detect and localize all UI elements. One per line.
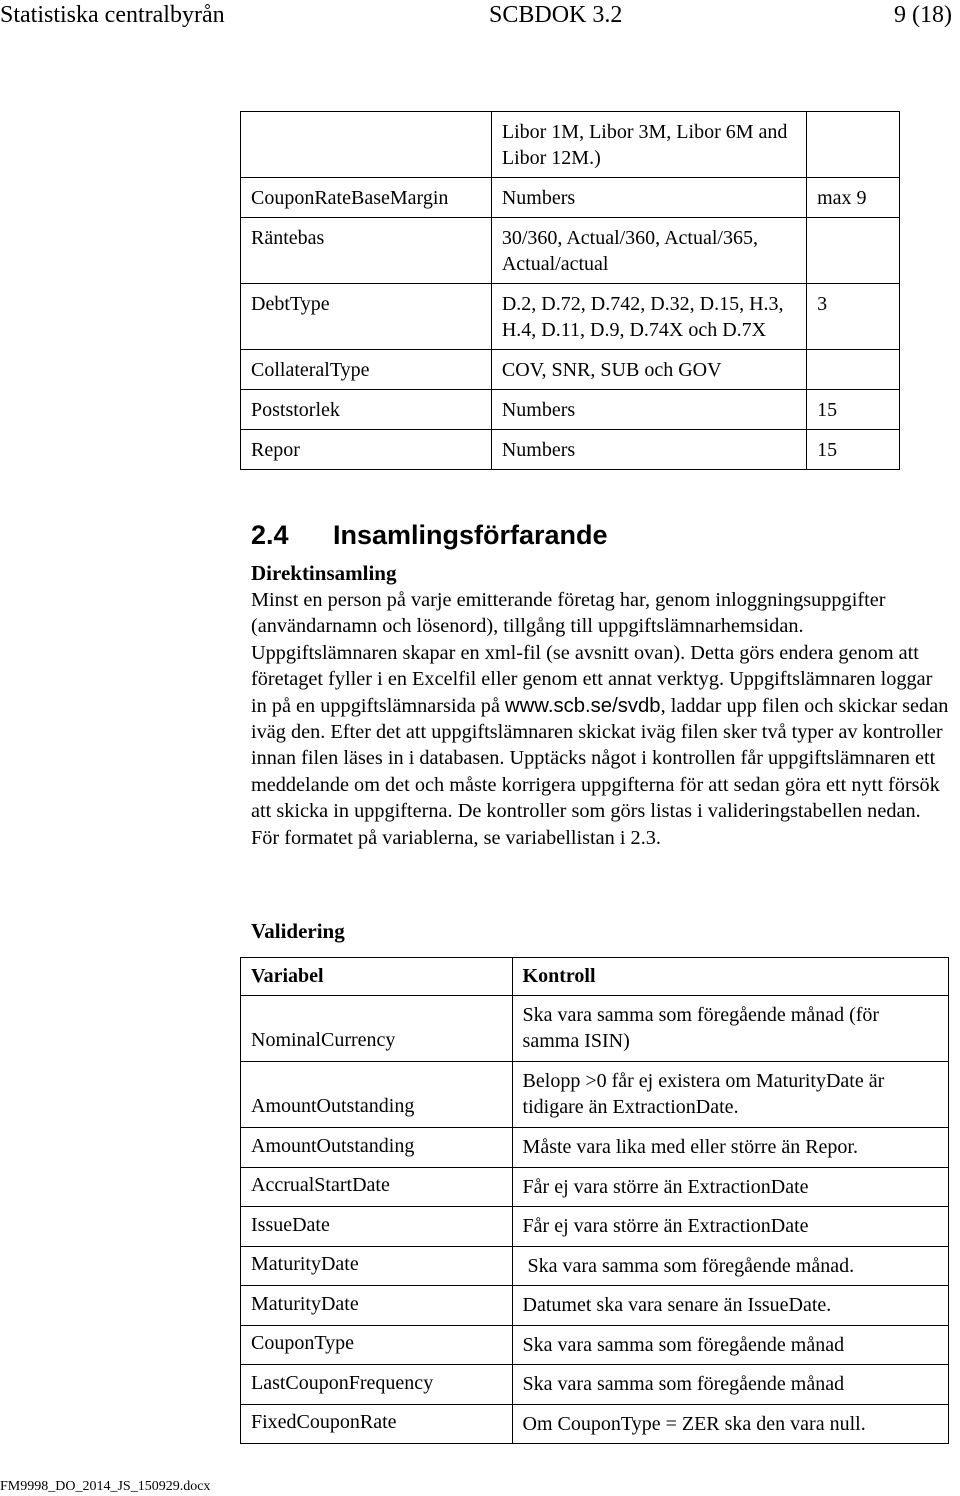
- column-header-variable: Variabel: [241, 958, 513, 996]
- table-row: [241, 1326, 949, 1365]
- variable-name-cell: DebtType: [241, 284, 492, 350]
- table-row: [241, 350, 900, 390]
- variable-length-cell: 15: [807, 390, 900, 430]
- variable-length-cell: [807, 112, 900, 178]
- validation-control-cell: Datumet ska vara senare än IssueDate.: [512, 1286, 948, 1326]
- variable-name-cell: Räntebas: [241, 218, 492, 284]
- variable-format-cell: COV, SNR, SUB och GOV: [491, 350, 806, 390]
- variable-length-cell: max 9: [807, 178, 900, 218]
- validation-variable-cell: MaturityDate: [241, 1286, 513, 1326]
- header-organization: Statistiska centralbyrån: [0, 2, 225, 28]
- section-heading: [251, 520, 608, 551]
- section-title: Insamlingsförfarande: [333, 520, 608, 550]
- section-number: 2.4: [251, 520, 289, 550]
- footer-filename: FM9998_DO_2014_JS_150929.docx: [0, 1479, 211, 1494]
- variable-length-cell: 3: [807, 284, 900, 350]
- variable-name-cell: CollateralType: [241, 350, 492, 390]
- table-row: [241, 1128, 949, 1168]
- table-row: [241, 390, 900, 430]
- paragraph-text: Minst en person på varje emitterande företag har, genom inloggningsuppgifter (användarnamn och lösenord), tillgång till uppgiftslämnarhemsidan. Uppgiftslämnaren skapar en xml-fil (se avsnitt ovan). Detta görs endera genom att företaget fyller i en Excelfil eller genom ett annat verktyg. Uppgiftslämnaren loggar in på en uppgiftslämnarsida på: [251, 589, 933, 717]
- variable-table: [240, 111, 900, 470]
- validation-variable-cell: NominalCurrency: [241, 996, 513, 1062]
- header-page-number: 9 (18): [894, 2, 952, 28]
- table-row: [241, 1168, 949, 1207]
- validation-variable-cell: AmountOutstanding: [241, 1128, 513, 1168]
- variable-length-cell: [807, 218, 900, 284]
- variable-name-cell: [241, 112, 492, 178]
- table-row: [241, 1286, 949, 1326]
- variable-format-cell: D.2, D.72, D.742, D.32, D.15, H.3, H.4, D.11, D.9, D.74X och D.7X: [491, 284, 806, 350]
- table-row: [241, 218, 900, 284]
- table-row: [241, 1405, 949, 1444]
- variable-name-cell: CouponRateBaseMargin: [241, 178, 492, 218]
- variable-format-cell: Numbers: [491, 430, 806, 470]
- table-row: [241, 178, 900, 218]
- validation-variable-cell: MaturityDate: [241, 1247, 513, 1286]
- table-row: [241, 284, 900, 350]
- validation-control-cell: Måste vara lika med eller större än Repor.: [512, 1128, 948, 1168]
- validation-variable-cell: CouponType: [241, 1326, 513, 1365]
- body-paragraph: [251, 587, 951, 851]
- variable-name-cell: Repor: [241, 430, 492, 470]
- validation-control-cell: Ska vara samma som föregående månad: [512, 1365, 948, 1405]
- validation-control-cell: Ska vara samma som föregående månad: [512, 1326, 948, 1365]
- variable-format-cell: Libor 1M, Libor 3M, Libor 6M and Libor 12M.): [491, 112, 806, 178]
- table-row: [241, 1247, 949, 1286]
- variable-length-cell: [807, 350, 900, 390]
- table-row: [241, 1207, 949, 1247]
- validation-control-cell: Belopp >0 får ej existera om MaturityDate är tidigare än ExtractionDate.: [512, 1062, 948, 1128]
- validation-control-cell: Ska vara samma som föregående månad.: [512, 1247, 948, 1286]
- validation-variable-cell: AccrualStartDate: [241, 1168, 513, 1207]
- validation-control-cell: Om CouponType = ZER ska den vara null.: [512, 1405, 948, 1444]
- paragraph-text: , laddar upp filen och skickar sedan iväg den. Efter det att uppgiftslämnaren skickat iväg filen sker två typer av kontroller innan filen läses in i databasen. Upptäcks något i kontrollen får uppgiftslämnaren ett meddelande om det och måste korrigera uppgifterna för att sedan göra ett nytt försök att skicka in uppgifterna. De kontroller som görs listas i valideringstabellen nedan. För formatet på variablerna, se variabellistan i 2.3.: [251, 694, 949, 849]
- validation-control-cell: Får ej vara större än ExtractionDate: [512, 1168, 948, 1207]
- validation-variable-cell: LastCouponFrequency: [241, 1365, 513, 1405]
- subheading-validering: Validering: [251, 919, 345, 943]
- variable-length-cell: 15: [807, 430, 900, 470]
- table-row: [241, 1062, 949, 1128]
- website-link[interactable]: www.scb.se/svdb: [505, 694, 661, 717]
- header-document-id: SCBDOK 3.2: [489, 2, 623, 28]
- variable-name-cell: Poststorlek: [241, 390, 492, 430]
- validation-control-cell: Får ej vara större än ExtractionDate: [512, 1207, 948, 1247]
- validation-variable-cell: AmountOutstanding: [241, 1062, 513, 1128]
- table-row: [241, 996, 949, 1062]
- table-header-row: [241, 958, 949, 996]
- validation-variable-cell: FixedCouponRate: [241, 1405, 513, 1444]
- variable-format-cell: Numbers: [491, 178, 806, 218]
- subheading-direktinsamling: Direktinsamling: [251, 561, 397, 585]
- variable-format-cell: Numbers: [491, 390, 806, 430]
- validation-control-cell: Ska vara samma som föregående månad (för samma ISIN): [512, 996, 948, 1062]
- table-row: [241, 430, 900, 470]
- validation-variable-cell: IssueDate: [241, 1207, 513, 1247]
- validation-table: [240, 957, 949, 1444]
- table-row: [241, 112, 900, 178]
- column-header-control: Kontroll: [512, 958, 948, 996]
- variable-format-cell: 30/360, Actual/360, Actual/365, Actual/actual: [491, 218, 806, 284]
- table-row: [241, 1365, 949, 1405]
